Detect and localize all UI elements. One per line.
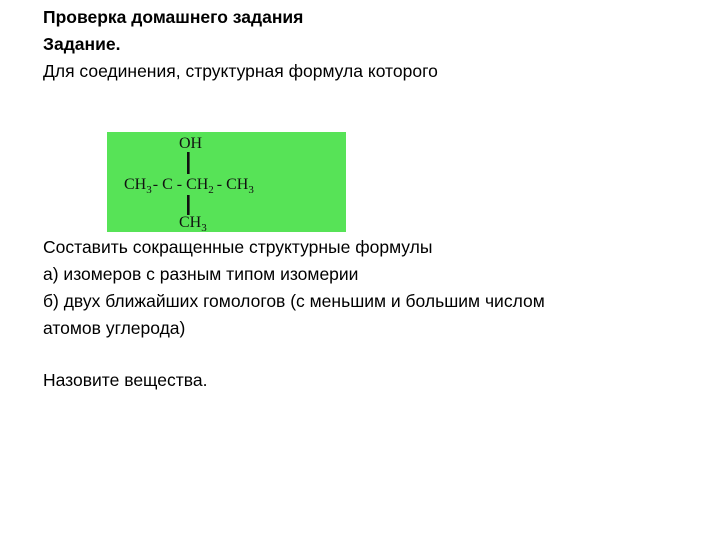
methyl-ch: CH — [179, 214, 202, 231]
slide-title: Проверка домашнего задания — [43, 7, 304, 27]
hydroxyl-group: OH — [179, 135, 203, 152]
slide-subtitle: Задание. — [43, 34, 121, 54]
main-chain — [124, 176, 254, 196]
structural-formula-image — [107, 132, 346, 232]
chain-sub-2: 2 — [208, 184, 214, 196]
methyl-group — [179, 214, 207, 232]
intro-text: Для соединения, структурная формула которого — [43, 61, 438, 81]
heading-block — [43, 4, 438, 85]
chain-ch-2: CH — [186, 176, 209, 193]
task-line-3: б) двух ближайших гомологов (с меньшим и большим числом — [43, 291, 545, 311]
chain-ch-1: CH — [124, 176, 147, 193]
chain-c-center: - C - — [152, 176, 183, 193]
chain-ch-3: - CH — [216, 176, 249, 193]
final-instruction: Назовите вещества. — [43, 370, 208, 390]
methyl-sub: 3 — [201, 222, 207, 232]
upper-bond — [187, 152, 190, 174]
task-line-2: а) изомеров с разным типом изомерии — [43, 264, 359, 284]
structural-formula-svg — [107, 132, 346, 232]
chain-sub-3: 3 — [248, 184, 254, 196]
lower-bond — [187, 195, 190, 215]
task-line-4: атомов углерода) — [43, 318, 186, 338]
task-block — [43, 234, 545, 342]
chain-sub-1: 3 — [146, 184, 152, 196]
task-line-1: Составить сокращенные структурные формулы — [43, 237, 433, 257]
